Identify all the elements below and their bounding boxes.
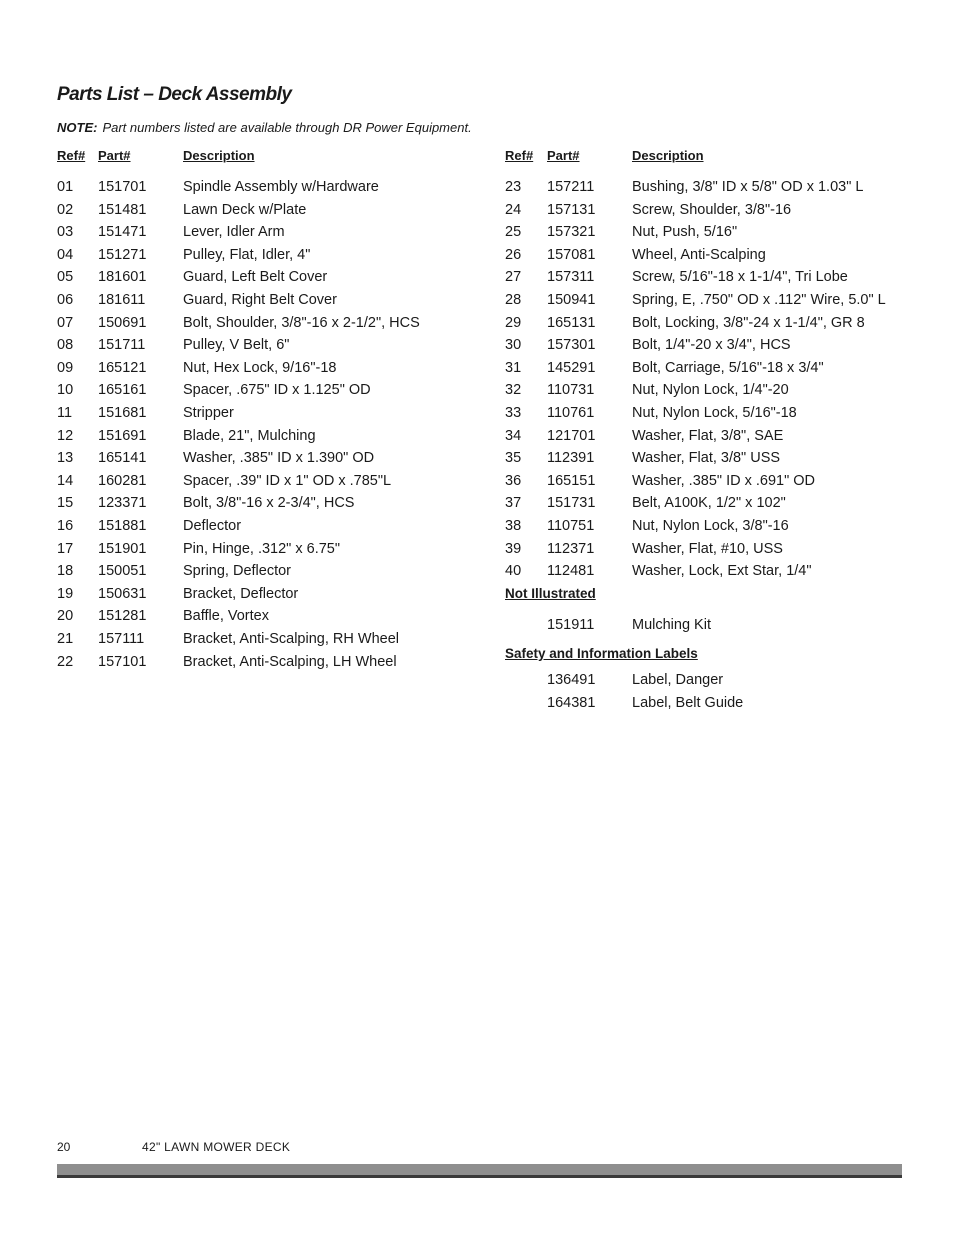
part-description: Bracket, Deflector [183,585,299,602]
part-number: 112391 [547,450,595,467]
part-number: 151701 [98,179,147,195]
ref-number: 33 [505,405,522,421]
part-description: Nut, Push, 5/16" [632,224,738,241]
right-header-part: Part# [547,148,580,163]
ref-number: 26 [505,246,522,263]
ref-number: 11 [57,405,73,421]
part-number: 151481 [98,201,147,218]
part-number: 121701 [547,427,596,444]
part-description: Guard, Right Belt Cover [183,292,337,308]
part-description: Bushing, 3/8" ID x 5/8" OD x 1.03" L [632,179,864,195]
part-description: Screw, 5/16"-18 x 1-1/4", Tri Lobe [632,269,848,286]
ref-number: 36 [505,472,522,489]
part-description: Spacer, .675" ID x 1.125" OD [183,382,371,399]
part-number: 151681 [98,405,147,421]
ref-number: 22 [57,653,74,670]
part-description: Lever, Idler Arm [183,224,285,241]
part-number: 145291 [547,359,596,376]
part-number: 157321 [547,224,596,241]
part-description: Bolt, 1/4"-20 x 3/4", HCS [632,337,791,354]
ref-number: 02 [57,201,74,218]
part-description: Bolt, Carriage, 5/16"-18 x 3/4" [632,359,824,376]
ref-number: 04 [57,246,74,263]
ref-number: 27 [505,269,522,286]
ref-number: 01 [57,179,74,195]
footer-bar [57,1164,902,1175]
part-number: 165151 [547,472,596,489]
part-description: Bracket, Anti-Scalping, LH Wheel [183,653,397,670]
left-header-ref: Ref# [57,148,86,163]
ref-number: 10 [57,382,74,399]
safety-labels-title: Safety and Information Labels [505,646,698,661]
part-description: Nut, Hex Lock, 9/16"-18 [183,359,337,376]
part-number: 150051 [98,563,147,580]
part-number: 151691 [98,427,147,444]
ref-number: 08 [57,337,74,354]
part-number: 151881 [98,518,147,534]
part-number: 136491 [547,672,596,688]
ref-number: 09 [57,359,74,376]
part-description: Spindle Assembly w/Hardware [183,179,379,195]
ref-number: 19 [57,585,74,602]
part-description: Bolt, Locking, 3/8"-24 x 1-1/4", GR 8 [632,314,865,331]
part-number: 110731 [547,382,595,399]
note-text: Part numbers listed are available through DR Power Equipment. [102,120,472,135]
part-number: 165141 [98,450,147,467]
ref-number: 12 [57,427,74,444]
part-description: Belt, A100K, 1/2" x 102" [632,495,786,512]
ref-number: 17 [57,540,74,557]
part-description: Guard, Left Belt Cover [183,269,328,286]
part-number: 157131 [547,201,596,218]
ref-number: 23 [505,179,522,195]
part-description: Nut, Nylon Lock, 1/4"-20 [632,382,789,399]
part-description: Lawn Deck w/Plate [183,201,307,218]
part-number: 181611 [98,292,146,308]
part-number: 165161 [98,382,147,399]
part-number: 157301 [547,337,596,354]
part-description: Bracket, Anti-Scalping, RH Wheel [183,631,399,647]
page-number: 20 [57,1140,71,1154]
note [57,120,472,135]
ref-number: 21 [57,631,74,647]
ref-number: 32 [505,382,522,399]
ref-number: 25 [505,224,522,241]
ref-number: 31 [505,359,522,376]
part-description: Bolt, 3/8"-16 x 2-3/4", HCS [183,495,355,512]
ref-number: 06 [57,292,74,308]
ref-number: 30 [505,337,522,354]
ref-number: 24 [505,201,522,218]
part-description: Label, Belt Guide [632,694,744,711]
part-description: Nut, Nylon Lock, 5/16"-18 [632,405,797,421]
part-number: 150631 [98,585,147,602]
ref-number: 35 [505,450,522,467]
part-number: 160281 [98,472,147,489]
part-number: 112371 [547,540,595,557]
part-description: Wheel, Anti-Scalping [632,246,766,263]
ref-number: 34 [505,427,522,444]
part-number: 151911 [547,617,595,633]
part-number: 157111 [98,631,145,647]
part-description: Washer, Lock, Ext Star, 1/4" [632,563,812,580]
left-header-description: Description [183,148,255,163]
part-description: Pulley, V Belt, 6" [183,337,290,354]
part-description: Bolt, Shoulder, 3/8"-16 x 2-1/2", HCS [183,314,420,331]
part-description: Mulching Kit [632,617,711,633]
ref-number: 14 [57,472,74,489]
part-number: 123371 [98,495,147,512]
part-number: 157311 [547,269,595,286]
part-number: 181601 [98,269,147,286]
ref-number: 38 [505,518,522,534]
part-description: Deflector [183,518,242,534]
ref-number: 16 [57,518,74,534]
part-number: 151471 [98,224,147,241]
ref-number: 37 [505,495,522,512]
part-number: 151281 [98,608,147,625]
ref-number: 28 [505,292,522,308]
not-illustrated-title: Not Illustrated [505,586,596,601]
page-title: Parts List – Deck Assembly [57,84,292,105]
part-description: Baffle, Vortex [183,608,269,625]
part-number: 165131 [547,314,596,331]
part-number: 150691 [98,314,147,331]
part-number: 164381 [547,694,596,711]
ref-number: 07 [57,314,74,331]
right-header-description: Description [632,148,704,163]
part-description: Washer, Flat, #10, USS [632,540,783,557]
part-description: Stripper [183,405,234,421]
part-number: 151901 [98,540,147,557]
ref-number: 13 [57,450,74,467]
footer-bar-shadow [57,1175,902,1178]
part-description: Pulley, Flat, Idler, 4" [183,246,311,263]
footer-doc-title: 42" LAWN MOWER DECK [142,1140,291,1154]
part-number: 151731 [547,495,596,512]
part-description: Pin, Hinge, .312" x 6.75" [183,540,341,557]
part-number: 110761 [547,405,595,421]
part-description: Spacer, .39" ID x 1" OD x .785"L [183,472,392,489]
part-number: 110751 [547,518,595,534]
part-description: Washer, .385" ID x .691" OD [632,472,816,489]
part-number: 151271 [98,246,147,263]
part-description: Washer, .385" ID x 1.390" OD [183,450,375,467]
ref-number: 05 [57,269,74,286]
ref-number: 40 [505,563,522,580]
note-label: NOTE: [57,120,98,135]
ref-number: 15 [57,495,74,512]
ref-number: 03 [57,224,74,241]
part-number: 157081 [547,246,596,263]
ref-number: 20 [57,608,74,625]
part-number: 165121 [98,359,147,376]
right-header-ref: Ref# [505,148,534,163]
part-number: 112481 [547,563,595,580]
part-number: 157101 [98,653,147,670]
part-description: Washer, Flat, 3/8", SAE [632,427,784,444]
ref-number: 18 [57,563,74,580]
part-description: Nut, Nylon Lock, 3/8"-16 [632,518,789,534]
part-description: Spring, Deflector [183,563,291,580]
ref-number: 29 [505,314,522,331]
part-number: 151711 [98,337,146,354]
ref-number: 39 [505,540,522,557]
part-description: Spring, E, .750" OD x .112" Wire, 5.0" L [632,292,886,308]
part-number: 150941 [547,292,596,308]
part-description: Washer, Flat, 3/8" USS [632,450,781,467]
part-number: 157211 [547,179,595,195]
part-description: Label, Danger [632,672,724,688]
part-description: Screw, Shoulder, 3/8"-16 [632,201,792,218]
part-description: Blade, 21", Mulching [183,427,316,444]
left-header-part: Part# [98,148,131,163]
